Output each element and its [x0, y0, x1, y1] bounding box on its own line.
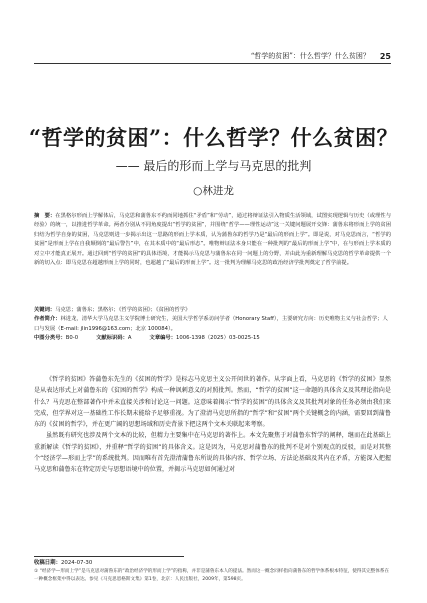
body-paragraph: 《哲学的贫困》答蒲鲁东先生的《贫困的哲学》是标志马克思主义公开问世的著作。从字面上看，马克思的《哲学的贫困》显然是从表达形式上对蒲鲁东的《贫困的哲学》构成一种讽刺意义的对照批判。然而，“哲学的贫困”这一命题的具体含义及其理论指向是什么？马克思在整部著作中并未直接关涉和讨论这一问题。这意味着揭示“哲学的贫困”的具体含义及其批判对象的任务必须由我们来完成，但学界对这一基础性工作长期未能给予足够重视。为了澄清马克思所指的“哲学”和“贫困”两个关键概念的内涵，需要回到蒲鲁东的《贫困的哲学》，并在更广阔的思想场域和历史背景下把这两个文本关联起来考察。: [34, 376, 391, 428]
keywords-row: [34, 306, 391, 315]
keywords-text: 马克思；蒲鲁东；黑格尔；《哲学的贫困》；《贫困的哲学》: [55, 307, 191, 313]
identifiers-row: [34, 334, 391, 343]
article-title: “哲学的贫困”：什么哲学？什么贫困？: [28, 125, 399, 150]
page-number: 25: [379, 52, 391, 61]
article-subtitle: —— 最后的形而上学与马克思的批判: [115, 159, 312, 173]
article-number: 文章编号：1006-1398（2025）03-0025-15: [149, 335, 260, 342]
author-name: ○林进龙: [193, 185, 234, 197]
footnote: ① “经济学—形而上学”是马克思对蒲鲁东的“政治经济学的形而上学”的指称，并非是蒲鲁东本人的提法。然而这一概念同样指向蒲鲁东的哲学体系根本特征，使得其完整体系在一种概念框架中得以表达。参见《马克思恩格斯文集》第1卷，北京：人民出版社，2009年，第598页。: [34, 569, 390, 582]
author-bio-label: 作者简介：: [34, 316, 61, 323]
clc-number: 中图分类号：B0-0: [34, 335, 79, 342]
abstract: [34, 212, 391, 268]
body-paragraph: 虽然既有研究也涉及两个文本的比较，但精力主要集中在马克思的著作上。本文先聚焦于对蒲鲁东哲学的阐释，继而在此基础上重新解读《哲学的贫困》，并重释“哲学的贫困”的具体含义。这是因为，马克思对蒲鲁东的批判不是对个别观点的反驳，而是对其整个“经济学—形而上学”的系统批判。因而唯有首先澄清蒲鲁东所说的具体内容、哲学立场、方法论基础及其内在矛盾，方能深入把握马克思和蒲鲁东在特定历史与思想语境中的位置，并揭示马克思如何通过对: [34, 432, 391, 473]
author-bio-text: 林进龙，清华大学马克思主义学院博士研究生，美国大学哲学系访问学者（Honorary Staff），主要研究方向：历史唯物主义与社会哲学；人口与发展（E-mail: jlin1996@163.com；北京 100084）。: [34, 316, 388, 332]
running-title: “哲学的贫困”：什么哲学？什么贫困？: [250, 52, 370, 60]
abstract-label: 摘 要：: [34, 213, 56, 219]
document-code: 文献标识码：A: [96, 335, 132, 342]
keywords-label: 关键词：: [34, 307, 56, 313]
running-header: [34, 52, 391, 64]
body-text: [34, 374, 391, 475]
author-bio-row: [34, 315, 391, 334]
received-label: 收稿日期：: [34, 560, 61, 566]
abstract-text: 在黑格尔形而上学解体后，马克思和蒲鲁东不约而同地抓住“矛盾”和“劳动”，通过将辩证法引入物质生活领域，试图实现逻辑与历史（或理性与经验）的统一，以推进哲学革命。两者分别从不同角度提出“哲学的贫困”，并围绕“哲学——理性运动”这一关键问题展开交锋：蒲鲁东将形而上学的贫困归结为哲学自身的贫困，马克思则进一步揭示出这一思路的形而上学本质，认为蒲鲁东的哲学乃是“最后的形而上学”。即是说，对马克思而言，“哲学的贫困”是形而上学在自我颠倒的“最后警告”中，在其本质中的“最后形态”。唯物辩证法本身只能在一种批判的“最后的形而上学”中，在与形而上学本质的对立中才能真正展开。通过回到“哲学的贫困”的具体语境，才能揭示马克思与蒲鲁东在同一问题上的分野，并由此为重新理解马克思的哲学革命提供一个新的切入点：即马克思在超越形而上学的同时，也超越了“最后的形而上学”。这一批判为理解马克思的政治经济学批判奠定了哲学前提。: [34, 213, 391, 267]
received-date: [34, 556, 184, 566]
article-meta: [34, 306, 391, 344]
received-value: 2024-07-30: [60, 560, 93, 566]
